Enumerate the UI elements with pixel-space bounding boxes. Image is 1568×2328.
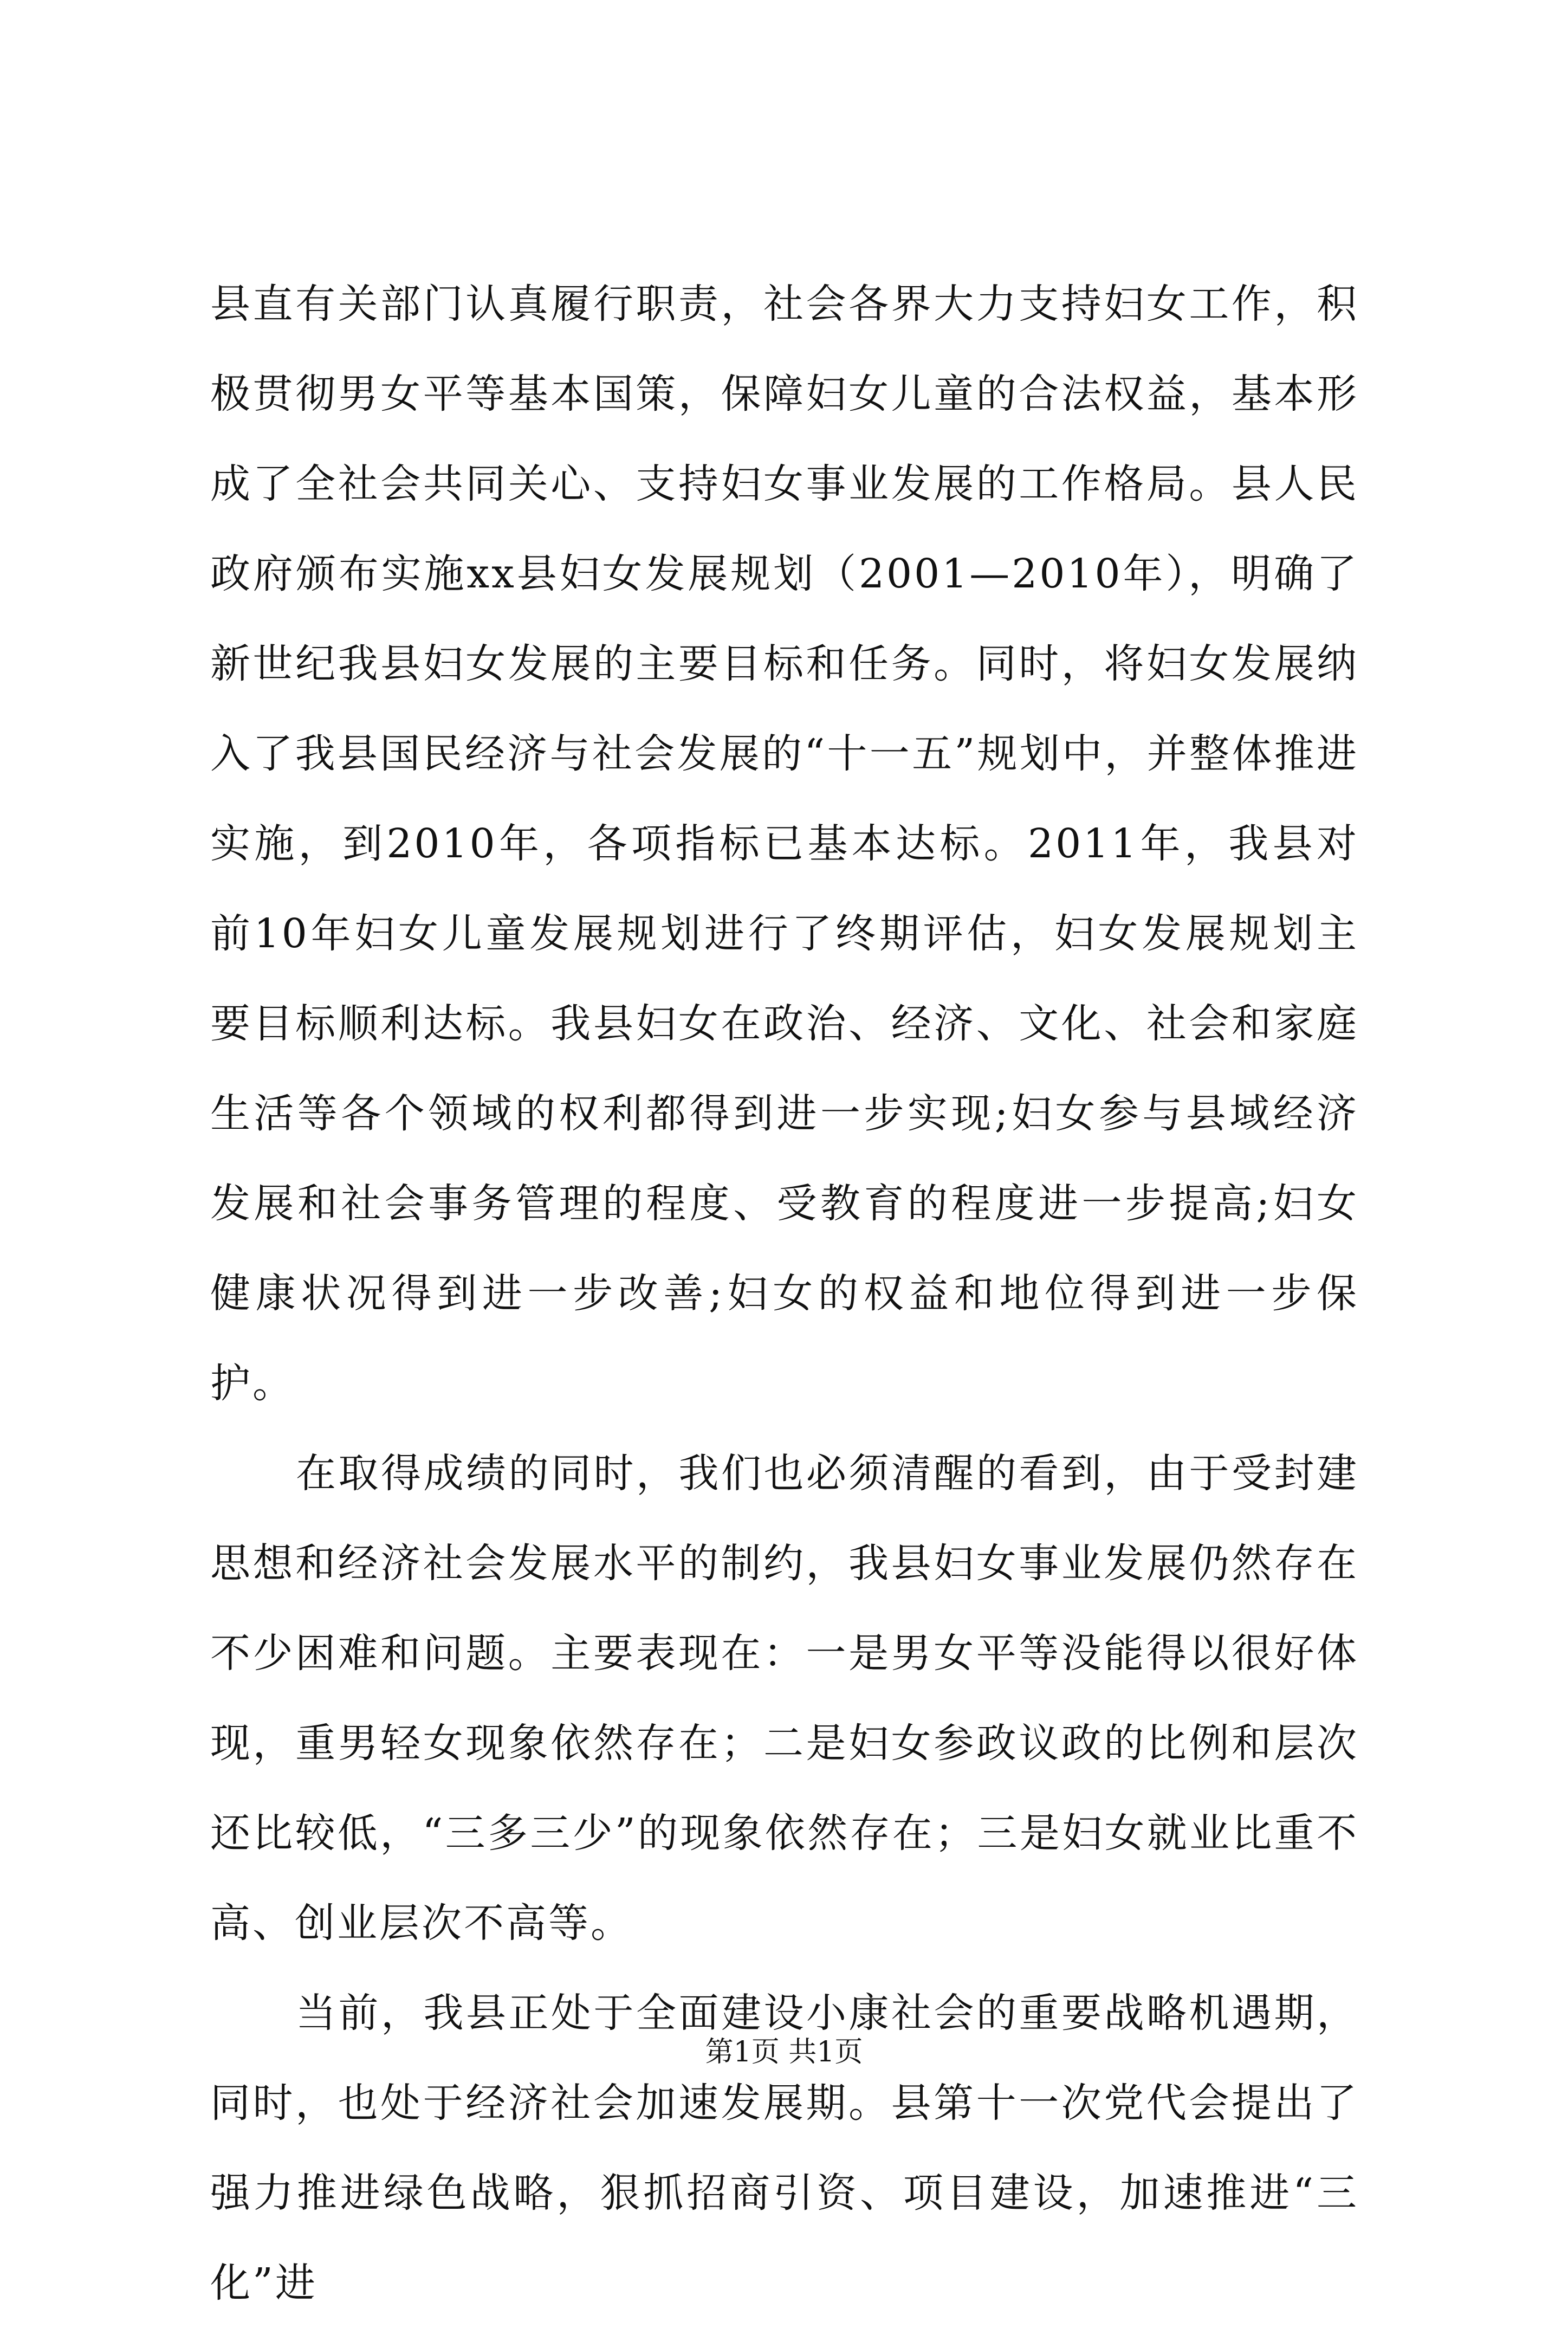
document-body bbox=[210, 259, 1359, 2328]
page-footer: 第1页 共1页 bbox=[705, 2036, 863, 2068]
paragraph-3: 当前，我县正处于全面建设小康社会的重要战略机遇期，同时，也处于经济社会加速发展期。县第十一次党代会提出了强力推进绿色战略，狠抓招商引资、项目建设，加速推进“三化”进 bbox=[210, 1990, 1359, 2306]
paragraph-1: 县直有关部门认真履行职责，社会各界大力支持妇女工作，积极贯彻男女平等基本国策，保障妇女儿童的合法权益，基本形成了全社会共同关心、支持妇女事业发展的工作格局。县人民政府颁布实施xx县妇女发展规划（2001—2010年），明确了新世纪我县妇女发展的主要目标和任务。同时，将妇女发展纳入了我县国民经济与社会发展的“十一五”规划中，并整体推进实施，到2010年，各项指标已基本达标。2011年，我县对前10年妇女儿童发展规划进行了终期评估，妇女发展规划主要目标顺利达标。我县妇女在政治、经济、文化、社会和家庭生活等各个领域的权利都得到进一步实现;妇女参与县域经济发展和社会事务管理的程度、受教育的程度进一步提高;妇女健康状况得到进一步改善;妇女的权益和地位得到进一步保护。 bbox=[210, 281, 1359, 1407]
paragraph-2: 在取得成绩的同时，我们也必须清醒的看到，由于受封建思想和经济社会发展水平的制约，我县妇女事业发展仍然存在不少困难和问题。主要表现在：一是男女平等没能得以很好体现，重男轻女现象依然存在；二是妇女参政议政的比例和层次还比较低，“三多三少”的现象依然存在；三是妇女就业比重不高、创业层次不高等。 bbox=[210, 1450, 1359, 1947]
